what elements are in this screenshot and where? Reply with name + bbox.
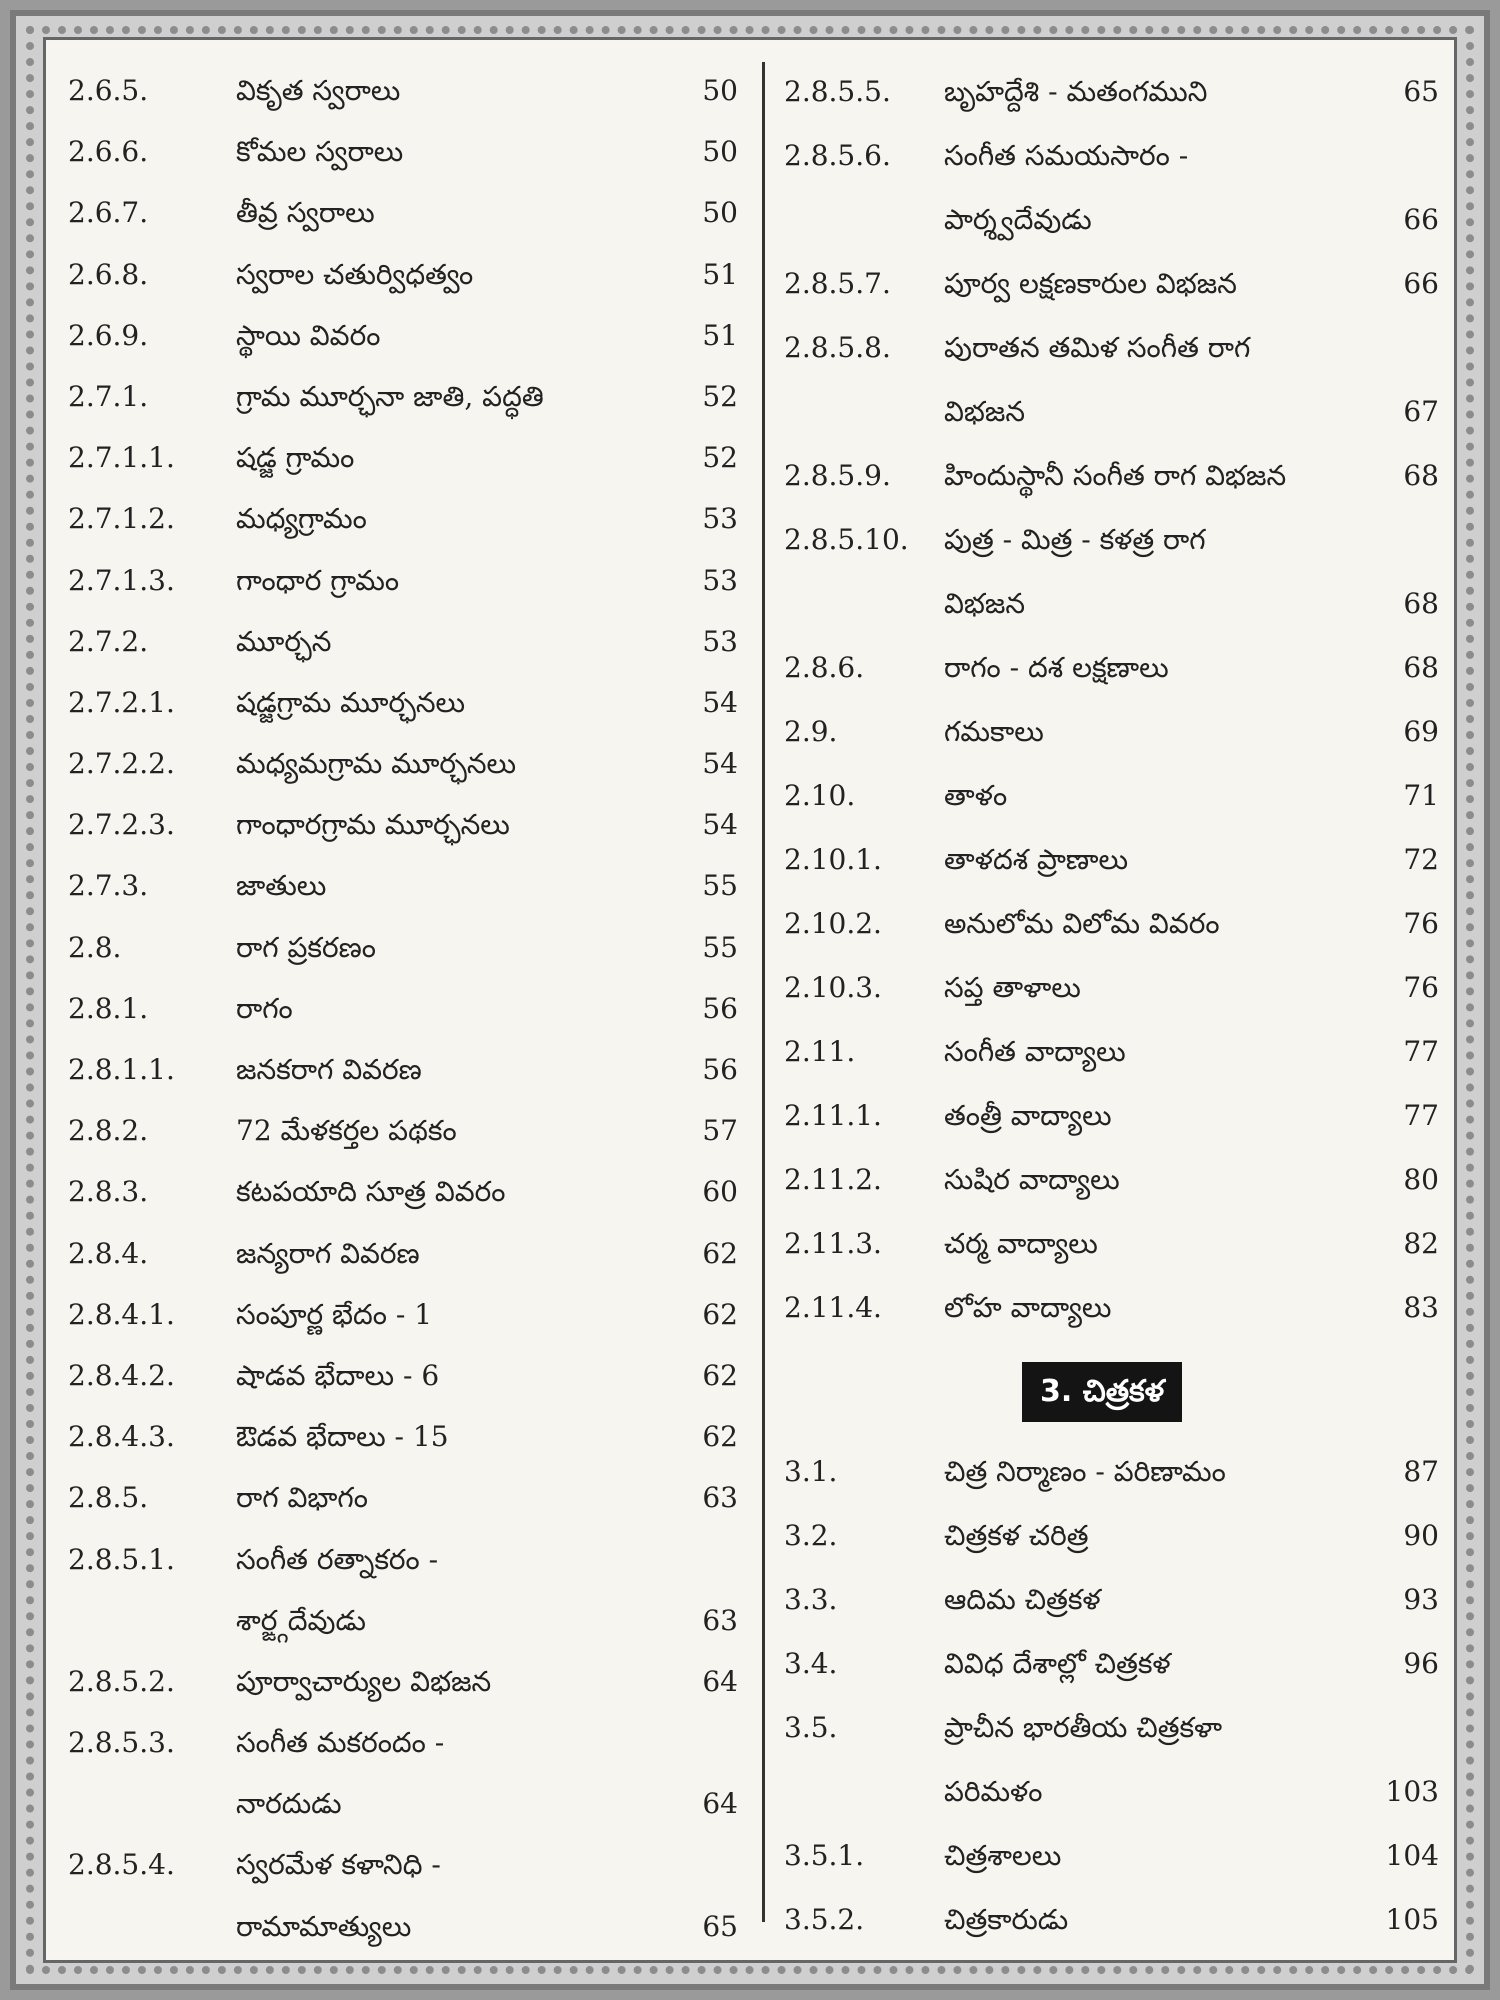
page-number: 104 bbox=[1385, 1839, 1439, 1872]
right-column-bottom bbox=[784, 1440, 1439, 1952]
toc-entry bbox=[68, 488, 738, 549]
section-title: రామామాత్యులు bbox=[236, 1909, 412, 1943]
section-number: 2.10.3. bbox=[784, 971, 882, 1004]
section-title: వికృత స్వరాలు bbox=[236, 74, 401, 107]
section-title: స్థాయి వివరం bbox=[236, 318, 381, 352]
toc-entry bbox=[784, 1504, 1439, 1568]
page-number: 93 bbox=[1403, 1583, 1439, 1616]
section-number: 2.8.1.1. bbox=[68, 1053, 175, 1086]
toc-entry bbox=[68, 60, 738, 121]
section-number: 2.8.4.1. bbox=[68, 1297, 175, 1331]
section-number: 2.7.1. bbox=[68, 379, 149, 413]
section-number: 2.8.4.3. bbox=[68, 1420, 175, 1454]
section-number: 2.7.1.1. bbox=[68, 441, 175, 475]
section-title: సుషిర వాద్యాలు bbox=[944, 1163, 1120, 1196]
toc-entry bbox=[784, 1020, 1439, 1084]
section-title: చిత్ర నిర్మాణం - పరిణామం bbox=[944, 1455, 1226, 1488]
section-title: షడ్జ గ్రామం bbox=[236, 441, 355, 475]
section-title: మూర్ఛన bbox=[236, 624, 332, 658]
section-number: 2.8.5.7. bbox=[784, 267, 891, 300]
page-number: 76 bbox=[1403, 907, 1439, 940]
left-column bbox=[68, 60, 738, 1957]
section-title: పుత్ర - మిత్ర - కళత్ర రాగ bbox=[944, 523, 1206, 556]
page-number: 76 bbox=[1403, 971, 1439, 1004]
toc-entry bbox=[784, 60, 1439, 124]
section-title: గమకాలు bbox=[944, 715, 1044, 748]
toc-entry bbox=[68, 1345, 738, 1406]
section-title: జన్యరాగ వివరణ bbox=[236, 1236, 420, 1270]
toc-entry bbox=[784, 316, 1439, 380]
section-title: గ్రామ మూర్ఛనా జాతి, పద్ధతి bbox=[236, 379, 544, 413]
page-number: 71 bbox=[1403, 779, 1439, 812]
section-title: ప్రాచీన భారతీయ చిత్రకళా bbox=[944, 1711, 1223, 1744]
section-number: 2.8.5.1. bbox=[68, 1542, 175, 1576]
section-title: సంగీత వాద్యాలు bbox=[944, 1035, 1126, 1068]
toc-entry bbox=[68, 1406, 738, 1467]
section-number: 2.10.2. bbox=[784, 907, 882, 940]
toc-entry bbox=[68, 1712, 738, 1773]
section-title: వివిధ దేశాల్లో చిత్రకళ bbox=[944, 1647, 1171, 1680]
section-number: 2.7.2.3. bbox=[68, 808, 175, 842]
section-title: గాంధారగ్రామ మూర్ఛనలు bbox=[236, 808, 510, 842]
toc-entry bbox=[784, 1084, 1439, 1148]
toc-entry bbox=[68, 1896, 738, 1957]
section-title: పూర్వాచార్యుల విభజన bbox=[236, 1664, 492, 1698]
toc-entry bbox=[68, 1039, 738, 1100]
section-number: 3.3. bbox=[784, 1583, 838, 1616]
toc-entry bbox=[68, 1467, 738, 1528]
section-title: పరిమళం bbox=[944, 1775, 1043, 1808]
page-number: 55 bbox=[702, 930, 738, 964]
section-number: 2.8.1. bbox=[68, 991, 149, 1025]
page-number: 65 bbox=[702, 1909, 738, 1943]
section-number: 2.8. bbox=[68, 930, 122, 964]
section-title: తంత్రీ వాద్యాలు bbox=[944, 1099, 1112, 1132]
section-number: 2.6.9. bbox=[68, 318, 149, 352]
toc-entry bbox=[68, 182, 738, 243]
toc-entry bbox=[68, 794, 738, 855]
section-number: 2.7.1.3. bbox=[68, 563, 175, 597]
toc-entry bbox=[68, 978, 738, 1039]
toc-entry bbox=[784, 828, 1439, 892]
page-number: 57 bbox=[702, 1114, 738, 1148]
section-title: చిత్రకారుడు bbox=[944, 1903, 1069, 1936]
section-title: ఔడవ భేదాలు - 15 bbox=[236, 1420, 449, 1454]
section-title: సంపూర్ణ భేదం - 1 bbox=[236, 1297, 433, 1331]
toc-entry bbox=[68, 1529, 738, 1590]
section-number: 2.7.3. bbox=[68, 869, 149, 903]
page-number: 50 bbox=[702, 135, 738, 169]
toc-entry bbox=[784, 1888, 1439, 1952]
toc-entry bbox=[68, 1161, 738, 1222]
toc-entry bbox=[784, 764, 1439, 828]
toc-entry bbox=[784, 1148, 1439, 1212]
section-number: 2.11.4. bbox=[784, 1291, 882, 1324]
page-number: 55 bbox=[702, 869, 738, 903]
page-number: 63 bbox=[702, 1481, 738, 1515]
page-number: 68 bbox=[1403, 651, 1439, 684]
section-title: స్వరాల చతుర్విధత్వం bbox=[236, 257, 474, 291]
page-number: 80 bbox=[1403, 1163, 1439, 1196]
section-number: 2.8.2. bbox=[68, 1114, 149, 1148]
section-title: అనులోమ విలోమ వివరం bbox=[944, 907, 1220, 940]
section-number: 2.11.1. bbox=[784, 1099, 882, 1132]
section-title: చిత్రశాలలు bbox=[944, 1839, 1062, 1872]
section-title: పురాతన తమిళ సంగీత రాగ bbox=[944, 331, 1251, 364]
section-number: 2.8.3. bbox=[68, 1175, 149, 1209]
section-number: 2.11.2. bbox=[784, 1163, 882, 1196]
page-number: 62 bbox=[702, 1297, 738, 1331]
section-title: ఆదిమ చిత్రకళ bbox=[944, 1583, 1101, 1616]
section-number: 2.6.6. bbox=[68, 135, 149, 169]
section-number: 3.4. bbox=[784, 1647, 838, 1680]
section-number: 2.8.5.4. bbox=[68, 1848, 175, 1882]
section-title: జాతులు bbox=[236, 869, 327, 903]
page-number: 77 bbox=[1403, 1035, 1439, 1068]
section-number: 2.6.5. bbox=[68, 74, 149, 107]
section-number: 2.7.2.1. bbox=[68, 685, 175, 719]
page-number: 62 bbox=[702, 1236, 738, 1270]
section-number: 2.8.5.10. bbox=[784, 523, 909, 556]
section-number: 2.6.7. bbox=[68, 196, 149, 230]
toc-entry bbox=[68, 1223, 738, 1284]
toc-entry bbox=[68, 1100, 738, 1161]
section-title: స్వరమేళ కళానిధి - bbox=[236, 1848, 441, 1882]
page-number: 96 bbox=[1403, 1647, 1439, 1680]
section-number: 2.7.2.2. bbox=[68, 747, 175, 781]
section-title: 72 మేళకర్తల పథకం bbox=[236, 1114, 457, 1148]
section-title: పూర్వ లక్షణకారుల విభజన bbox=[944, 267, 1237, 300]
page-number: 105 bbox=[1385, 1903, 1439, 1936]
toc-entry bbox=[784, 1276, 1439, 1340]
section-number: 2.8.5.2. bbox=[68, 1664, 175, 1698]
section-title: తాళదశ ప్రాణాలు bbox=[944, 843, 1129, 876]
toc-entry bbox=[784, 892, 1439, 956]
column-divider bbox=[762, 62, 765, 1922]
section-title: సంగీత మకరందం - bbox=[236, 1726, 445, 1760]
section-number: 2.8.6. bbox=[784, 651, 865, 684]
section-number: 2.11.3. bbox=[784, 1227, 882, 1260]
section-title: రాగం - దశ లక్షణాలు bbox=[944, 651, 1169, 684]
toc-entry bbox=[784, 956, 1439, 1020]
toc-entry bbox=[784, 1824, 1439, 1888]
page-number: 50 bbox=[702, 196, 738, 230]
section-number: 2.8.5.8. bbox=[784, 331, 891, 364]
toc-entry bbox=[68, 1773, 738, 1834]
toc-entry bbox=[68, 244, 738, 305]
page-number: 62 bbox=[702, 1358, 738, 1392]
section-number: 2.7.1.2. bbox=[68, 502, 175, 536]
page-number: 56 bbox=[702, 1053, 738, 1086]
section-title: శార్ఙ్గదేవుడు bbox=[236, 1603, 366, 1637]
toc-entry bbox=[784, 572, 1439, 636]
toc-page bbox=[46, 40, 1454, 1960]
section-number: 2.8.4.2. bbox=[68, 1358, 175, 1392]
section-number: 3.5.2. bbox=[784, 1903, 865, 1936]
section-number: 3.5.1. bbox=[784, 1839, 865, 1872]
page-number: 53 bbox=[702, 563, 738, 597]
section-number: 2.8.5.6. bbox=[784, 139, 891, 172]
section-title: బృహద్దేశి - మతంగముని bbox=[944, 75, 1208, 108]
toc-entry bbox=[784, 380, 1439, 444]
page-number: 68 bbox=[1403, 587, 1439, 620]
section-number: 3.1. bbox=[784, 1455, 838, 1488]
section-number: 2.10. bbox=[784, 779, 856, 812]
section-title: గాంధార గ్రామం bbox=[236, 563, 400, 597]
page-number: 77 bbox=[1403, 1099, 1439, 1132]
section-title: చిత్రకళ చరిత్ర bbox=[944, 1519, 1089, 1552]
section-title: చర్మ వాద్యాలు bbox=[944, 1227, 1098, 1260]
page-number: 52 bbox=[702, 441, 738, 475]
section-title: నారదుడు bbox=[236, 1787, 342, 1821]
section-title: తాళం bbox=[944, 779, 1008, 812]
section-title: రాగ ప్రకరణం bbox=[236, 930, 376, 964]
page-number: 68 bbox=[1403, 459, 1439, 492]
toc-entry bbox=[68, 1651, 738, 1712]
section-title: లోహ వాద్యాలు bbox=[944, 1291, 1112, 1324]
toc-entry bbox=[68, 672, 738, 733]
page-number: 83 bbox=[1403, 1291, 1439, 1324]
toc-entry bbox=[68, 611, 738, 672]
page-number: 50 bbox=[702, 74, 738, 107]
page-number: 63 bbox=[702, 1603, 738, 1637]
section-title: మధ్యమగ్రామ మూర్ఛనలు bbox=[236, 747, 517, 781]
page-number: 82 bbox=[1403, 1227, 1439, 1260]
section-number: 2.8.5.9. bbox=[784, 459, 891, 492]
toc-entry bbox=[68, 366, 738, 427]
page-number: 67 bbox=[1403, 395, 1439, 428]
page-number: 87 bbox=[1403, 1455, 1439, 1488]
page-number: 56 bbox=[702, 991, 738, 1025]
page-number: 54 bbox=[702, 685, 738, 719]
toc-entry bbox=[784, 700, 1439, 764]
section-title: జనకరాగ వివరణ bbox=[236, 1053, 422, 1086]
section-title: రాగం bbox=[236, 991, 293, 1025]
section-number: 2.7.2. bbox=[68, 624, 149, 658]
section-title: షాడవ భేదాలు - 6 bbox=[236, 1358, 440, 1392]
section-number: 2.8.5. bbox=[68, 1481, 149, 1515]
page-number: 54 bbox=[702, 747, 738, 781]
toc-entry bbox=[68, 121, 738, 182]
section-number: 2.8.4. bbox=[68, 1236, 149, 1270]
toc-entry bbox=[68, 1284, 738, 1345]
section-number: 2.10.1. bbox=[784, 843, 882, 876]
page-number: 66 bbox=[1403, 267, 1439, 300]
page-number: 72 bbox=[1403, 843, 1439, 876]
toc-entry bbox=[784, 1568, 1439, 1632]
section-title: కోమల స్వరాలు bbox=[236, 135, 404, 169]
section-title: పార్శ్వదేవుడు bbox=[944, 203, 1092, 236]
section-title: సంగీత సమయసారం - bbox=[944, 139, 1189, 172]
toc-entry bbox=[68, 917, 738, 978]
toc-entry bbox=[68, 550, 738, 611]
section-title: సంగీత రత్నాకరం - bbox=[236, 1542, 439, 1576]
toc-entry bbox=[784, 124, 1439, 188]
toc-entry bbox=[68, 1590, 738, 1651]
toc-entry bbox=[784, 1440, 1439, 1504]
section-title: విభజన bbox=[944, 587, 1026, 620]
page-number: 53 bbox=[702, 624, 738, 658]
toc-entry bbox=[784, 636, 1439, 700]
chapter-heading bbox=[784, 1340, 1439, 1440]
page-number: 66 bbox=[1403, 203, 1439, 236]
page-number: 64 bbox=[702, 1787, 738, 1821]
section-number: 2.9. bbox=[784, 715, 838, 748]
toc-entry bbox=[68, 733, 738, 794]
page-number: 51 bbox=[702, 257, 738, 291]
section-title: రాగ విభాగం bbox=[236, 1481, 368, 1515]
section-number: 2.11. bbox=[784, 1035, 856, 1068]
toc-entry bbox=[784, 508, 1439, 572]
right-column bbox=[784, 60, 1439, 1952]
toc-entry bbox=[784, 1212, 1439, 1276]
section-title: హిందుస్థానీ సంగీత రాగ విభజన bbox=[944, 459, 1287, 492]
page-number: 103 bbox=[1385, 1775, 1439, 1808]
toc-entry bbox=[68, 1834, 738, 1895]
section-title: సప్త తాళాలు bbox=[944, 971, 1081, 1004]
section-number: 2.6.8. bbox=[68, 257, 149, 291]
right-column-top bbox=[784, 60, 1439, 1340]
toc-entry bbox=[784, 1632, 1439, 1696]
toc-entry bbox=[784, 444, 1439, 508]
page-number: 64 bbox=[702, 1664, 738, 1698]
section-title: కటపయాది సూత్ర వివరం bbox=[236, 1175, 506, 1209]
toc-entry bbox=[784, 188, 1439, 252]
section-number: 2.8.5.3. bbox=[68, 1726, 175, 1760]
section-title: తీవ్ర స్వరాలు bbox=[236, 196, 375, 230]
page-number: 69 bbox=[1403, 715, 1439, 748]
page-number: 62 bbox=[702, 1420, 738, 1454]
section-title: విభజన bbox=[944, 395, 1026, 428]
chapter-heading-label: 3. చిత్రకళ bbox=[1022, 1362, 1182, 1422]
section-number: 3.5. bbox=[784, 1711, 838, 1744]
page-number: 52 bbox=[702, 379, 738, 413]
section-title: షడ్జగ్రామ మూర్ఛనలు bbox=[236, 685, 466, 719]
toc-entry bbox=[68, 305, 738, 366]
page-number: 54 bbox=[702, 808, 738, 842]
page-number: 51 bbox=[702, 318, 738, 352]
section-number: 3.2. bbox=[784, 1519, 838, 1552]
toc-entry bbox=[784, 1696, 1439, 1760]
toc-entry bbox=[68, 855, 738, 916]
page-number: 53 bbox=[702, 502, 738, 536]
section-number: 2.8.5.5. bbox=[784, 75, 891, 108]
page-number: 65 bbox=[1403, 75, 1439, 108]
toc-entry bbox=[68, 427, 738, 488]
toc-entry bbox=[784, 1760, 1439, 1824]
page-number: 60 bbox=[702, 1175, 738, 1209]
toc-entry bbox=[784, 252, 1439, 316]
page-number: 90 bbox=[1403, 1519, 1439, 1552]
section-title: మధ్యగ్రామం bbox=[236, 502, 367, 536]
